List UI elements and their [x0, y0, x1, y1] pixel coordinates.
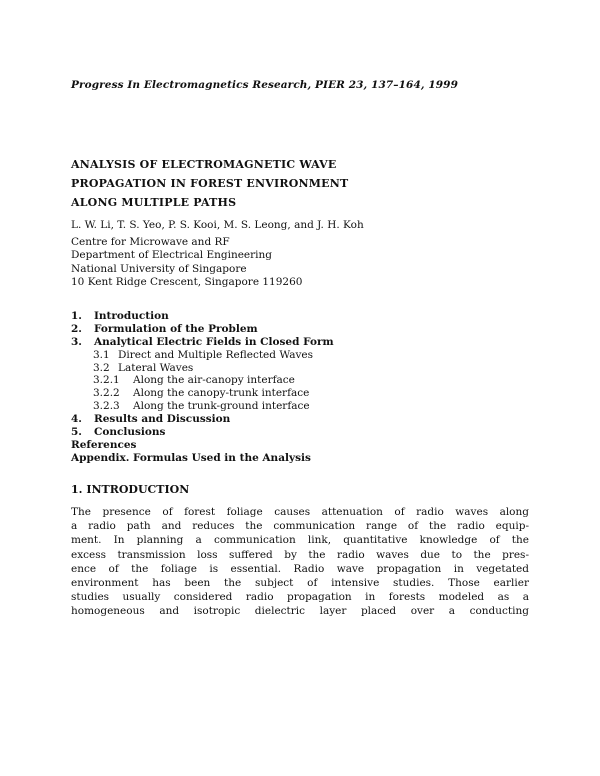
body-text-line: excess transmission loss suffered by the radio waves due to the pres-: [71, 548, 529, 561]
title-line: ALONG MULTIPLE PATHS: [71, 196, 237, 209]
toc-entry-number: 2.: [71, 322, 82, 335]
toc-entry: [71, 310, 531, 323]
toc-entry: [71, 374, 531, 387]
toc-entry-label: Along the trunk-ground interface: [133, 400, 310, 413]
toc-entry-number: 3.2.2: [93, 387, 120, 400]
affiliation-line: 10 Kent Ridge Crescent, Singapore 119260: [71, 275, 303, 288]
body-text-line: homogeneous and isotropic dielectric layer placed over a conducting: [71, 605, 529, 618]
toc-entry: [71, 413, 531, 426]
toc-entry: [71, 349, 531, 362]
toc-entry-label: Along the air-canopy interface: [133, 374, 295, 387]
toc-entry-number: 3.2.1: [93, 374, 120, 387]
toc-entry-number: 3.2: [93, 361, 110, 374]
title-line: ANALYSIS OF ELECTROMAGNETIC WAVE: [71, 158, 337, 171]
body-text-line: environment has been the subject of intensive studies. Those earlier: [71, 577, 529, 590]
section-heading-introduction: 1. INTRODUCTION: [71, 483, 190, 496]
affiliation-line: Department of Electrical Engineering: [71, 249, 272, 262]
toc-entry-label: Direct and Multiple Reflected Waves: [118, 348, 313, 361]
affiliation: [71, 236, 302, 289]
paper-title: [71, 155, 348, 212]
toc-entry: [71, 387, 531, 400]
toc-entry-label: Results and Discussion: [94, 413, 231, 426]
toc-entry-number: 3.1: [93, 348, 110, 361]
toc-entry-number: 5.: [71, 426, 82, 439]
toc-entry-number: 4.: [71, 413, 82, 426]
title-line: PROPAGATION IN FOREST ENVIRONMENT: [71, 177, 349, 190]
toc-entry: [71, 323, 531, 336]
toc-entry-number: 1.: [71, 310, 82, 322]
toc-entry: [71, 426, 531, 439]
body-text-line: The presence of forest foliage causes attenuation of radio waves along: [71, 506, 529, 518]
toc-entry: [71, 452, 531, 465]
toc-entry: [71, 336, 531, 349]
toc-entry-label: Conclusions: [94, 426, 166, 439]
affiliation-line: Centre for Microwave and RF: [71, 236, 230, 248]
toc-entry-label: Along the canopy-trunk interface: [133, 387, 310, 400]
body-text-line: studies usually considered radio propagation in forests modeled as a: [71, 591, 529, 604]
toc-entry-number: 3.2.3: [93, 400, 120, 413]
toc-entry-number: 3.: [71, 335, 82, 348]
table-of-contents: [71, 310, 531, 465]
body-text-line: ence of the foliage is essential. Radio wave propagation in vegetated: [71, 562, 529, 575]
affiliation-line: National University of Singapore: [71, 262, 247, 275]
author-list: L. W. Li, T. S. Yeo, P. S. Kooi, M. S. Leong, and J. H. Koh: [71, 219, 364, 231]
body-text-line: ment. In planning a communication link, quantitative knowledge of the: [71, 534, 529, 547]
toc-entry-label: Lateral Waves: [118, 361, 194, 374]
toc-entry-label: Introduction: [94, 310, 169, 322]
toc-entry-label: References: [71, 438, 137, 451]
toc-entry-label: Appendix. Formulas Used in the Analysis: [71, 451, 311, 464]
journal-citation: Progress In Electromagnetics Research, PIER 23, 137–164, 1999: [71, 79, 458, 91]
body-text-line: a radio path and reduces the communication range of the radio equip-: [71, 520, 529, 533]
toc-entry-label: Formulation of the Problem: [94, 322, 258, 335]
toc-entry-label: Analytical Electric Fields in Closed Form: [94, 335, 334, 348]
introduction-body: [71, 505, 529, 619]
toc-entry: [71, 400, 531, 413]
toc-entry: [71, 439, 531, 452]
toc-entry: [71, 362, 531, 375]
